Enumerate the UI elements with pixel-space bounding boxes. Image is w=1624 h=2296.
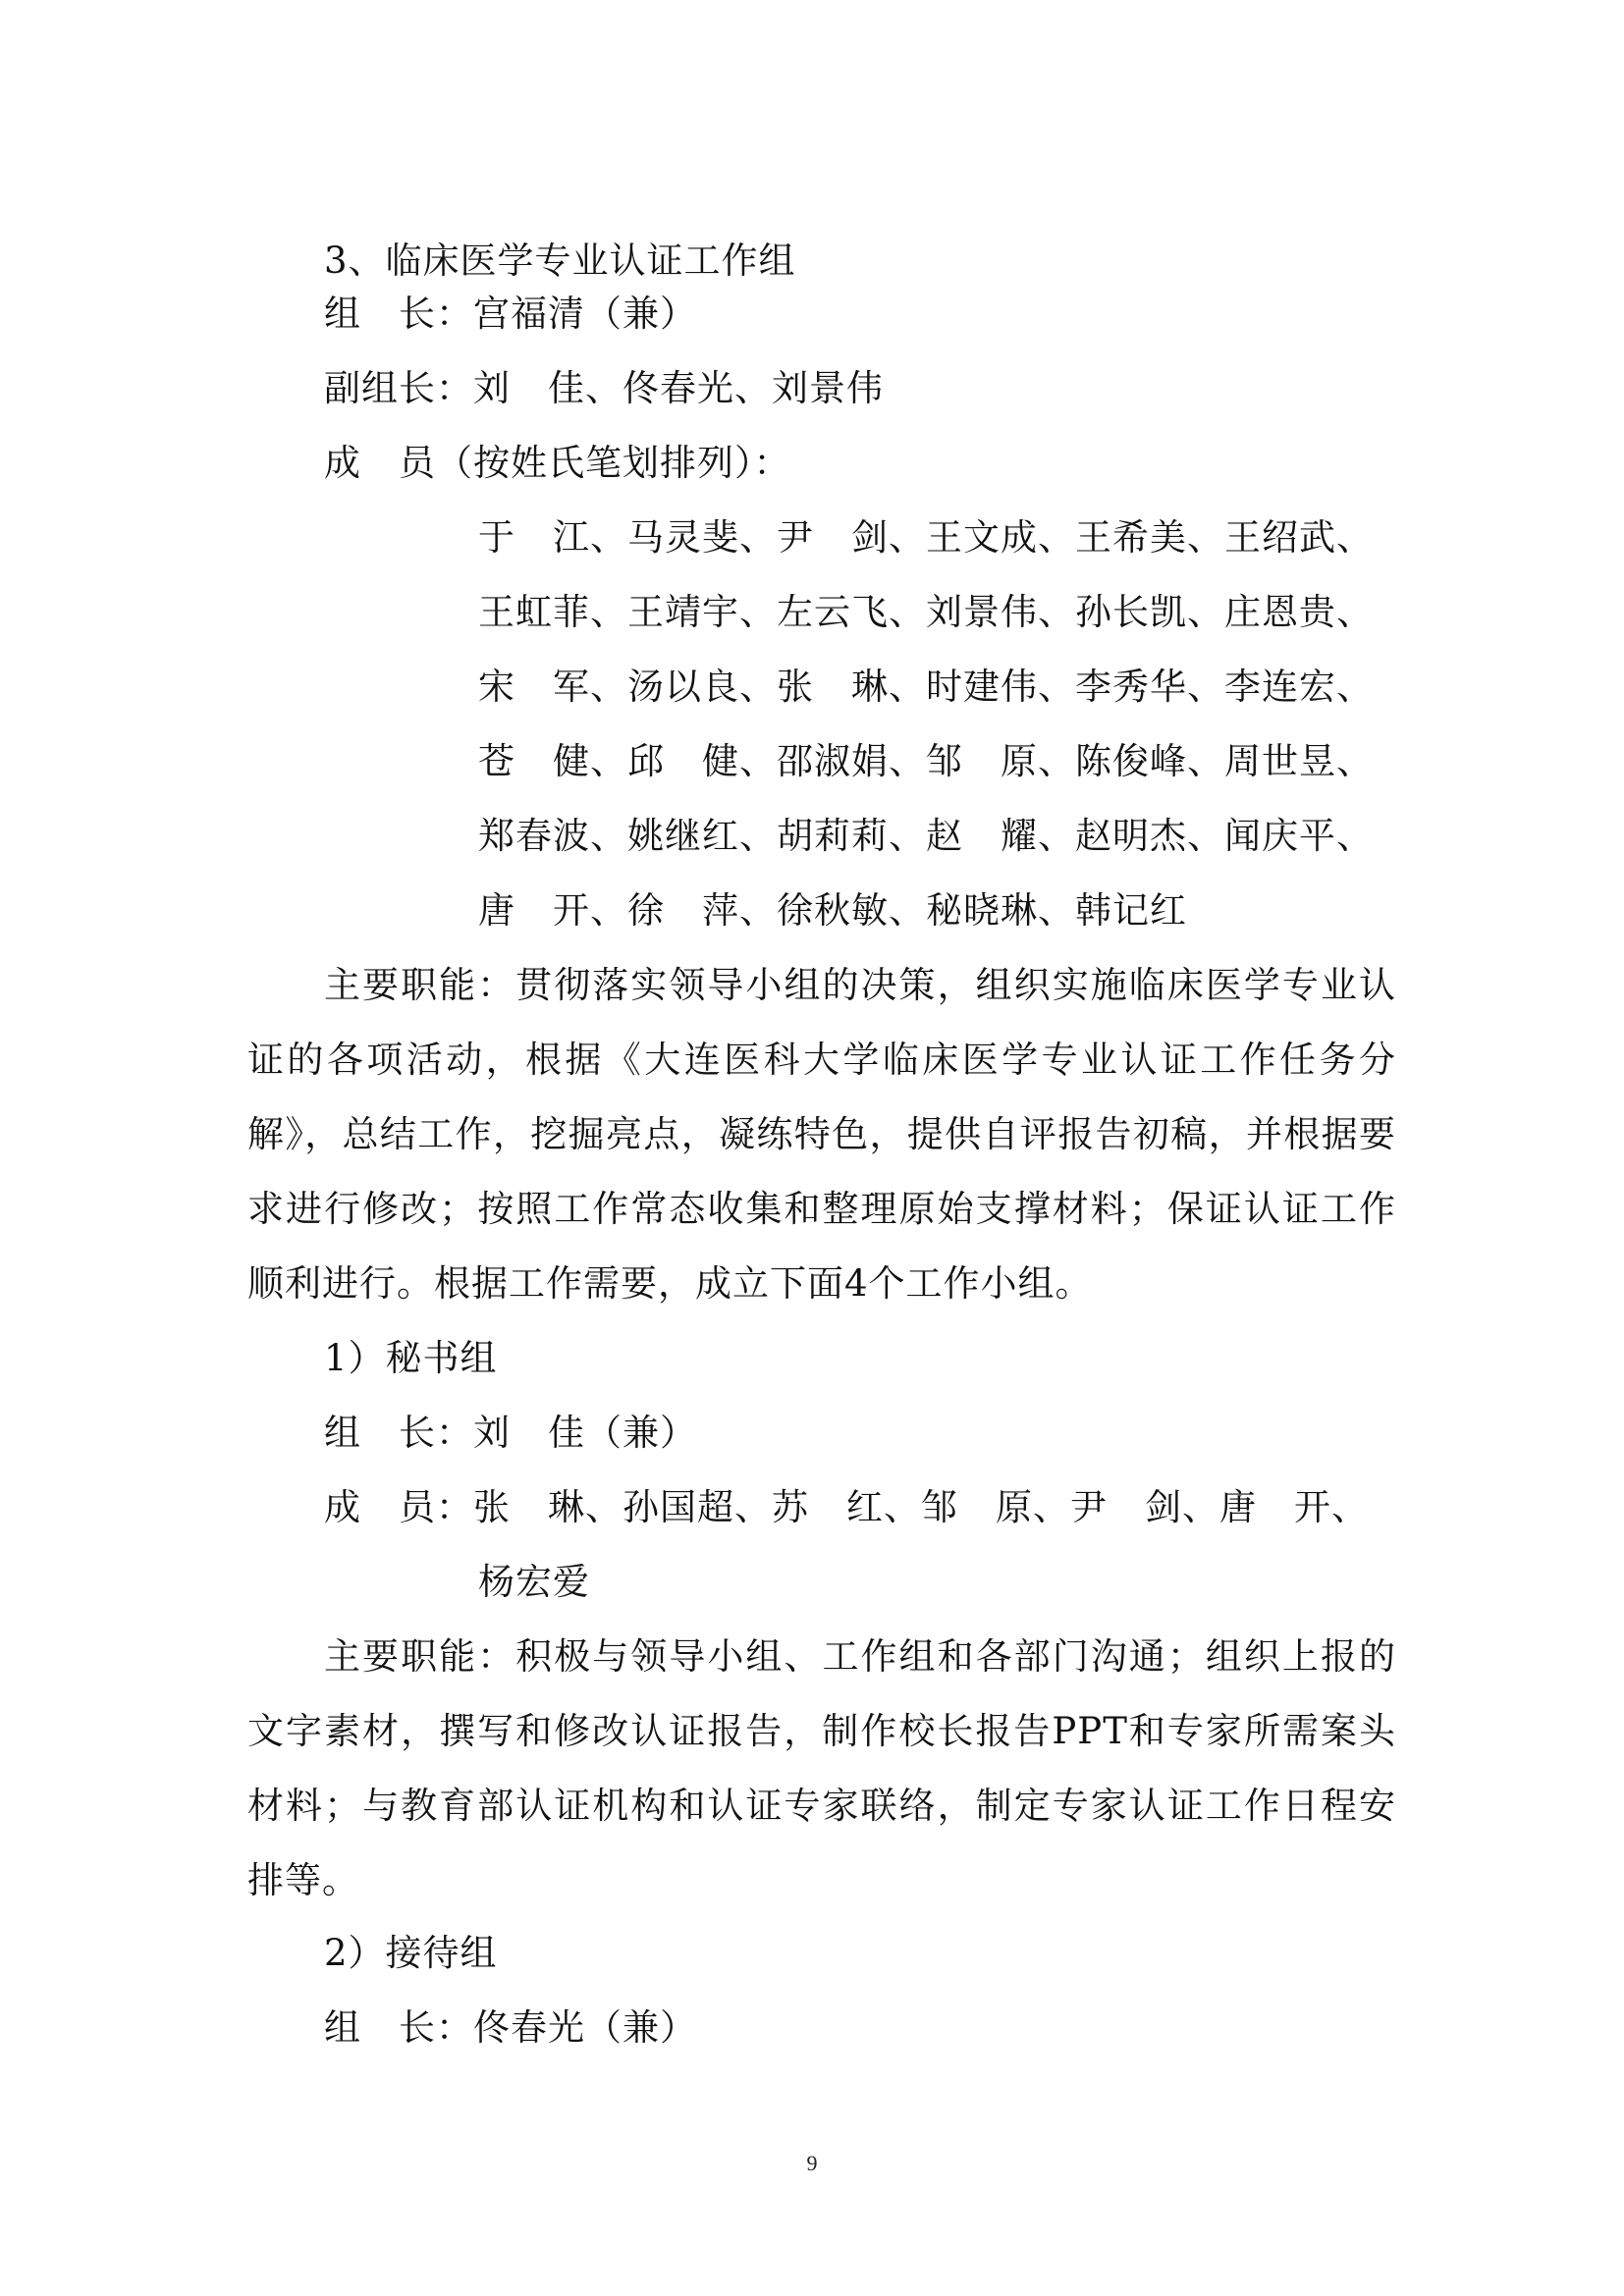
group-leader: 组 长：宫福清（兼） — [324, 293, 697, 335]
secretary-duties-paragraph: 主要职能：积极与领导小组、工作组和各部门沟通；组织上报的文字素材，撰写和修改认证报告，制作校长报告PPT和专家所需案头材料；与教育部认证机构和认证专家联络，制定专家认证工作日程安排等。 — [247, 1635, 1396, 1901]
members-line: 宋 军、汤以良、张 琳、时建伟、李秀华、李连宏、 — [478, 666, 1374, 708]
subgroup-members-secretary-cont: 杨宏爱 — [478, 1561, 590, 1603]
section-heading: 3、临床医学专业认证工作组 — [324, 240, 796, 282]
members-heading: 成 员（按姓氏笔划排列）： — [324, 442, 791, 484]
main-duties-paragraph: 主要职能：贯彻落实领导小组的决策，组织实施临床医学专业认证的各项活动，根据《大连医科大学临床医学专业认证工作任务分解》，总结工作，挖掘亮点，凝练特色，提供自评报告初稿，并根据要求进行修改；按照工作常态收集和整理原始支撑材料；保证认证工作顺利进行。根据工作需要，成立下面4个工作小组。 — [247, 964, 1396, 1305]
members-line: 于 江、马灵斐、尹 剑、王文成、王希美、王绍武、 — [478, 516, 1374, 559]
deputy-leaders: 副组长：刘 佳、佟春光、刘景伟 — [324, 367, 884, 409]
members-line: 王虹菲、王靖宇、左云飞、刘景伟、孙长凯、庄恩贵、 — [478, 591, 1374, 633]
page-number: 9 — [806, 2151, 818, 2175]
members-line: 唐 开、徐 萍、徐秋敏、秘晓琳、韩记红 — [478, 889, 1187, 932]
members-line: 郑春波、姚继红、胡莉莉、赵 耀、赵明杰、闻庆平、 — [478, 815, 1374, 857]
subgroup-title-reception: 2）接待组 — [324, 1932, 498, 1974]
subgroup-members-secretary: 成 员：张 琳、孙国超、苏 红、邹 原、尹 剑、唐 开、 — [324, 1486, 1369, 1528]
members-line: 苍 健、邱 健、邵淑娟、邹 原、陈俊峰、周世昱、 — [478, 740, 1374, 782]
subgroup-leader-reception: 组 长：佟春光（兼） — [324, 2006, 697, 2049]
subgroup-leader-secretary: 组 长：刘 佳（兼） — [324, 1412, 697, 1454]
subgroup-title-secretary: 1）秘书组 — [324, 1337, 498, 1379]
